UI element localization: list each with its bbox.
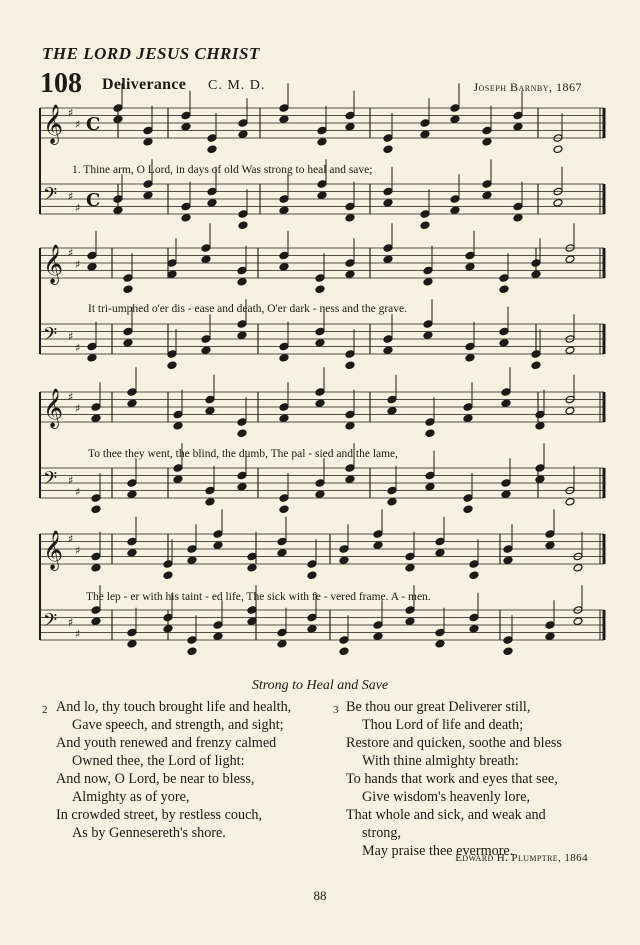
note-head: [420, 210, 430, 219]
note-head: [123, 285, 133, 294]
sharp-icon: ♯: [68, 330, 74, 343]
verse-line: And youth renewed and frenzy calmed: [56, 735, 277, 751]
bass-clef-icon: 𝄢: [43, 468, 58, 494]
note-head: [315, 399, 325, 408]
note-head: [205, 497, 215, 506]
note-head: [279, 342, 289, 351]
sharp-icon: ♯: [75, 543, 81, 557]
note-head: [373, 621, 383, 630]
note-head: [482, 191, 492, 200]
verse-line: Restore and quicken, soothe and bless: [346, 735, 562, 751]
note-head: [91, 606, 101, 615]
verse-line: Give wisdom's heavenly lore,: [362, 789, 531, 805]
note-head: [207, 198, 217, 207]
note-head: [531, 270, 541, 279]
section-title: THE LORD JESUS CHRIST: [42, 44, 260, 63]
note-head: [499, 338, 509, 347]
note-head: [383, 145, 393, 154]
note-head: [450, 104, 460, 113]
note-head: [315, 274, 325, 283]
note-head: [317, 126, 327, 135]
note-head: [91, 403, 101, 412]
note-head: [450, 115, 460, 124]
note-head: [435, 628, 445, 637]
note-head: [127, 537, 137, 546]
lyric-line-2: It tri-umphed o'er dis - ease and death, O'er dark - ness and the grave.: [88, 303, 407, 315]
note-head: [277, 537, 287, 546]
note-head: [535, 464, 545, 473]
hymn-caption: Strong to Heal and Save: [251, 678, 389, 693]
verse-number: 3: [333, 704, 339, 716]
note-head: [383, 244, 393, 253]
note-head: [113, 195, 123, 204]
treble-clef-icon: 𝄞: [43, 530, 64, 570]
note-head: [383, 134, 393, 143]
note-head: [181, 213, 191, 222]
note-head: [87, 342, 97, 351]
treble-clef-icon: 𝄞: [43, 244, 64, 284]
note-head: [237, 320, 247, 329]
note-head: [345, 270, 355, 279]
note-head: [163, 613, 173, 622]
note-head: [423, 331, 433, 340]
note-head: [237, 331, 247, 340]
note-head: [535, 475, 545, 484]
note-head: [345, 410, 355, 419]
note-head: [387, 486, 397, 495]
note-head: [279, 195, 289, 204]
note-head: [339, 545, 349, 554]
note-head: [373, 541, 383, 550]
verse-line: Gave speech, and strength, and sight;: [72, 717, 284, 733]
note-head: [469, 571, 479, 580]
note-head: [173, 464, 183, 473]
note-head: [501, 479, 511, 488]
note-head: [545, 530, 555, 539]
treble-clef-icon: 𝄞: [43, 388, 64, 428]
note-head: [167, 361, 177, 370]
note-head: [345, 464, 355, 473]
note-head: [503, 545, 513, 554]
note-head: [545, 621, 555, 630]
note-head: [279, 505, 289, 514]
note-head: [127, 639, 137, 648]
note-head: [565, 255, 575, 264]
note-head: [91, 552, 101, 561]
note-head: [503, 647, 513, 656]
note-head: [238, 119, 248, 128]
note-head: [315, 285, 325, 294]
note-head: [91, 617, 101, 626]
note-head: [373, 632, 383, 641]
note-head: [127, 548, 137, 557]
note-head: [405, 606, 415, 615]
note-head: [91, 563, 101, 572]
note-head: [91, 505, 101, 514]
verse-number: 2: [42, 704, 48, 716]
note-head: [423, 266, 433, 275]
verse-line: Be thou our great Deliverer still,: [346, 699, 531, 715]
sharp-icon: ♯: [75, 201, 81, 215]
verse-line: Thou Lord of life and death;: [362, 717, 524, 733]
note-head: [279, 206, 289, 215]
note-head: [91, 494, 101, 503]
note-head: [317, 180, 327, 189]
note-head: [423, 320, 433, 329]
note-head: [181, 111, 191, 120]
bass-clef-icon: 𝄢: [43, 610, 58, 636]
note-head: [405, 552, 415, 561]
note-head: [307, 624, 317, 633]
note-head: [123, 274, 133, 283]
sharp-icon: ♯: [68, 532, 74, 546]
note-head: [279, 494, 289, 503]
note-head: [531, 259, 541, 268]
note-head: [315, 388, 325, 397]
note-head: [247, 563, 257, 572]
note-head: [450, 195, 460, 204]
note-head: [213, 530, 223, 539]
sharp-icon: ♯: [75, 341, 81, 355]
note-head: [113, 104, 123, 113]
note-head: [173, 475, 183, 484]
page-number: 88: [313, 888, 327, 903]
note-head: [425, 482, 435, 491]
note-head: [345, 361, 355, 370]
note-head: [565, 406, 575, 415]
verse-line: That whole and sick, and weak and: [346, 807, 546, 823]
sharp-icon: ♯: [75, 401, 81, 415]
note-head: [435, 639, 445, 648]
note-head: [187, 545, 197, 554]
note-head: [339, 647, 349, 656]
note-head: [279, 262, 289, 271]
note-head: [345, 350, 355, 359]
sharp-icon: ♯: [75, 627, 81, 641]
note-head: [315, 490, 325, 499]
note-head: [205, 395, 215, 404]
note-head: [565, 497, 575, 506]
note-head: [315, 338, 325, 347]
note-head: [463, 505, 473, 514]
note-head: [465, 262, 475, 271]
note-head: [345, 421, 355, 430]
note-head: [307, 571, 317, 580]
note-head: [463, 403, 473, 412]
tune-name: Deliverance: [102, 76, 187, 93]
note-head: [503, 636, 513, 645]
sharp-icon: ♯: [68, 246, 74, 260]
note-head: [181, 122, 191, 131]
note-head: [315, 479, 325, 488]
note-head: [499, 327, 509, 336]
note-head: [127, 388, 137, 397]
note-head: [238, 130, 248, 139]
note-head: [237, 471, 247, 480]
note-head: [277, 639, 287, 648]
note-head: [201, 346, 211, 355]
note-head: [237, 277, 247, 286]
note-head: [405, 617, 415, 626]
note-head: [143, 191, 153, 200]
note-head: [565, 346, 575, 355]
note-head: [87, 353, 97, 362]
note-head: [123, 327, 133, 336]
note-head: [545, 541, 555, 550]
note-head: [238, 210, 248, 219]
note-head: [143, 137, 153, 146]
note-head: [513, 213, 523, 222]
note-head: [207, 145, 217, 154]
verse-line: And now, O Lord, be near to bless,: [56, 771, 255, 787]
note-head: [205, 486, 215, 495]
note-head: [482, 180, 492, 189]
note-head: [238, 221, 248, 230]
note-head: [553, 145, 563, 154]
note-head: [345, 475, 355, 484]
note-head: [187, 636, 197, 645]
composer: Joseph Barnby, 1867: [473, 80, 582, 94]
note-head: [387, 406, 397, 415]
note-head: [553, 198, 563, 207]
note-head: [173, 421, 183, 430]
note-head: [201, 255, 211, 264]
note-head: [277, 628, 287, 637]
author: Edward H. Plumptre, 1864: [455, 852, 588, 864]
note-head: [205, 406, 215, 415]
note-head: [173, 410, 183, 419]
note-head: [425, 429, 435, 438]
note-head: [383, 335, 393, 344]
note-head: [573, 563, 583, 572]
sharp-icon: ♯: [75, 117, 81, 131]
note-head: [163, 571, 173, 580]
note-head: [339, 556, 349, 565]
lyric-line-1: 1. Thine arm, O Lord, in days of old Was strong to heal and save;: [72, 164, 373, 176]
note-head: [187, 556, 197, 565]
note-head: [499, 274, 509, 283]
verse-line: And lo, thy touch brought life and health,: [56, 699, 292, 715]
lyric-line-3: To thee they went, the blind, the dumb, The pal - sied and the lame,: [88, 448, 399, 460]
bass-clef-icon: 𝄢: [43, 324, 58, 350]
note-head: [339, 636, 349, 645]
note-head: [531, 361, 541, 370]
note-head: [501, 490, 511, 499]
note-head: [317, 191, 327, 200]
note-head: [425, 418, 435, 427]
sharp-icon: ♯: [68, 106, 74, 120]
note-head: [207, 134, 217, 143]
note-head: [469, 613, 479, 622]
note-head: [213, 541, 223, 550]
common-time-icon: C: [86, 113, 101, 135]
sharp-icon: ♯: [68, 474, 74, 487]
note-head: [307, 613, 317, 622]
bass-clef-icon: 𝄢: [43, 184, 58, 210]
note-head: [237, 482, 247, 491]
note-head: [387, 395, 397, 404]
sharp-icon: ♯: [68, 390, 74, 404]
note-head: [163, 560, 173, 569]
note-head: [405, 563, 415, 572]
note-head: [237, 429, 247, 438]
note-head: [373, 530, 383, 539]
sharp-icon: ♯: [68, 616, 74, 629]
note-head: [307, 560, 317, 569]
verse-line: May praise thee evermore.: [362, 843, 514, 859]
note-head: [201, 244, 211, 253]
note-head: [207, 187, 217, 196]
note-head: [279, 251, 289, 260]
sharp-icon: ♯: [75, 257, 81, 271]
note-head: [435, 537, 445, 546]
note-head: [383, 346, 393, 355]
note-head: [279, 353, 289, 362]
note-head: [513, 111, 523, 120]
note-head: [143, 126, 153, 135]
note-head: [383, 187, 393, 196]
note-head: [420, 130, 430, 139]
note-head: [213, 621, 223, 630]
note-head: [383, 198, 393, 207]
note-head: [499, 285, 509, 294]
note-head: [383, 255, 393, 264]
sharp-icon: ♯: [68, 190, 74, 203]
sharp-icon: ♯: [75, 485, 81, 499]
note-head: [513, 202, 523, 211]
note-head: [535, 410, 545, 419]
verse-line: In crowded street, by restless couch,: [56, 807, 263, 823]
note-head: [545, 632, 555, 641]
meter: C. M. D.: [208, 78, 266, 93]
note-head: [187, 647, 197, 656]
note-head: [469, 624, 479, 633]
note-head: [279, 115, 289, 124]
note-head: [463, 414, 473, 423]
note-head: [465, 342, 475, 351]
note-head: [163, 624, 173, 633]
note-head: [420, 221, 430, 230]
note-head: [513, 122, 523, 131]
note-head: [573, 617, 583, 626]
verse-line: As by Gennesereth's shore.: [72, 825, 226, 841]
verse-line: With thine almighty breath:: [362, 753, 519, 769]
note-head: [181, 202, 191, 211]
note-head: [91, 414, 101, 423]
note-head: [482, 126, 492, 135]
note-head: [213, 632, 223, 641]
note-head: [237, 418, 247, 427]
note-head: [482, 137, 492, 146]
note-head: [435, 548, 445, 557]
verse-line: Almighty as of yore,: [72, 789, 190, 805]
verse-line: strong,: [362, 825, 402, 841]
note-head: [425, 471, 435, 480]
lyric-line-4: The lep - er with his taint - ed life, The sick with fe - vered frame. A - men.: [86, 591, 431, 603]
note-head: [127, 490, 137, 499]
note-head: [315, 327, 325, 336]
note-head: [317, 137, 327, 146]
note-head: [345, 202, 355, 211]
note-head: [345, 259, 355, 268]
note-head: [127, 628, 137, 637]
note-head: [279, 403, 289, 412]
hymn-number: 108: [40, 68, 82, 99]
note-head: [420, 119, 430, 128]
note-head: [237, 266, 247, 275]
note-head: [277, 548, 287, 557]
note-head: [113, 206, 123, 215]
note-head: [87, 251, 97, 260]
note-head: [87, 262, 97, 271]
note-head: [279, 414, 289, 423]
note-head: [387, 497, 397, 506]
note-head: [127, 479, 137, 488]
note-head: [423, 277, 433, 286]
note-head: [345, 111, 355, 120]
note-head: [463, 494, 473, 503]
note-head: [465, 353, 475, 362]
note-head: [535, 421, 545, 430]
note-head: [123, 338, 133, 347]
note-head: [501, 399, 511, 408]
note-head: [465, 251, 475, 260]
common-time-icon: C: [86, 189, 101, 211]
note-head: [345, 213, 355, 222]
verse-line: To hands that work and eyes that see,: [346, 771, 558, 787]
note-head: [201, 335, 211, 344]
treble-clef-icon: 𝄞: [43, 104, 64, 144]
note-head: [469, 560, 479, 569]
verse-line: Owned thee, the Lord of light:: [72, 753, 245, 769]
note-head: [501, 388, 511, 397]
note-head: [143, 180, 153, 189]
note-head: [345, 122, 355, 131]
note-head: [450, 206, 460, 215]
note-head: [127, 399, 137, 408]
note-head: [531, 350, 541, 359]
note-head: [113, 115, 123, 124]
note-head: [279, 104, 289, 113]
note-head: [503, 556, 513, 565]
